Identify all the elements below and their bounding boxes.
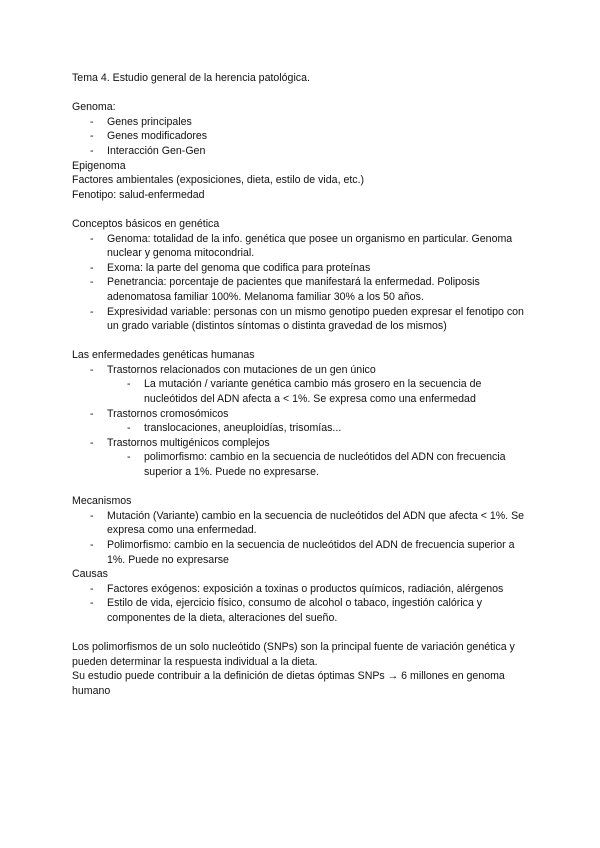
list-item-text: Mutación (Variante) cambio en la secuencia de nucleótidos del ADN que afecta < 1%. Se expresa como una enfermedad. <box>107 509 525 537</box>
fenotipo-line: Fenotipo: salud-enfermedad <box>72 188 205 201</box>
list-item-text: Genoma: totalidad de la info. genética que posee un organismo en particular. Genoma nuclear y genoma mitocondrial. <box>107 232 513 260</box>
dash-bullet: - <box>90 232 94 245</box>
factores-line: Factores ambientales (exposiciones, dieta, estilo de vida, etc.) <box>72 174 365 187</box>
list-item <box>72 261 532 276</box>
list-item-text: Expresividad variable: personas con un mismo genotipo pueden expresar el fenotipo con un grado variable (distintos síntomas o distinta gravedad de los mismos) <box>107 305 524 333</box>
list-item-text: Exoma: la parte del genoma que codifica para proteínas <box>107 261 371 274</box>
list-item <box>72 596 532 625</box>
list-item-text: Interacción Gen-Gen <box>107 144 206 157</box>
list-item <box>72 509 532 538</box>
list-item <box>72 582 532 597</box>
dash-bullet: - <box>90 305 94 318</box>
dash-bullet: - <box>90 363 94 376</box>
epigenoma-line: Epigenoma <box>72 159 126 172</box>
list-item-text: Trastornos cromosómicos <box>107 407 229 420</box>
sub-list-item-text: translocaciones, aneuploidías, trisomías... <box>144 422 342 435</box>
dash-bullet: - <box>90 582 94 595</box>
list-item <box>72 129 532 144</box>
list-item <box>72 407 532 422</box>
dash-bullet: - <box>90 276 94 289</box>
closing-paragraph-1: Los polimorfismos de un solo nucleótido (SNPs) son la principal fuente de variación genética y pueden determinar la respuesta individual a la dieta. <box>72 641 515 668</box>
list-item <box>72 144 532 159</box>
closing-paragraph-2: Su estudio puede contribuir a la definición de dietas óptimas SNPs → 6 millones en genoma humano <box>72 670 505 697</box>
causas-heading: Causas <box>72 568 108 581</box>
document-page <box>72 71 532 699</box>
list-item <box>72 232 532 261</box>
list-item-text: Penetrancia: porcentaje de pacientes que manifestará la enfermedad. Poliposis adenomatosa familiar 100%. Melanoma familiar 30% a los 50 años. <box>107 276 480 303</box>
list-item-text: Estilo de vida, ejercicio físico, consumo de alcohol o tabaco, ingestión calórica y componentes de la dieta, alteraciones del sueño. <box>107 597 483 624</box>
sub-list-item <box>72 421 532 436</box>
list-item-text: Factores exógenos: exposición a toxinas o productos químicos, radiación, alérgenos <box>107 582 504 595</box>
list-item <box>72 436 532 451</box>
dash-bullet: - <box>90 261 94 274</box>
dash-bullet: - <box>90 539 94 551</box>
dash-bullet: - <box>90 130 94 143</box>
dash-bullet: - <box>127 378 131 391</box>
list-item <box>72 115 532 130</box>
conceptos-heading: Conceptos básicos en genética <box>72 217 220 230</box>
list-item-text: Polimorfismo: cambio en la secuencia de nucleótidos del ADN de frecuencia superior a 1%. Puede no expresarse <box>107 539 515 566</box>
dash-bullet: - <box>90 436 94 449</box>
dash-bullet: - <box>127 451 131 464</box>
dash-bullet: - <box>90 144 94 157</box>
dash-bullet: - <box>90 597 94 610</box>
dash-bullet: - <box>127 422 131 435</box>
dash-bullet: - <box>90 407 94 420</box>
sub-list-item <box>72 377 532 406</box>
document-title: Tema 4. Estudio general de la herencia patológica. <box>72 72 310 84</box>
list-item-text: Genes principales <box>107 115 192 128</box>
sub-list-item-text: polimorfismo: cambio en la secuencia de nucleótidos del ADN con frecuencia superior a 1%. Puede no expresarse. <box>144 451 506 479</box>
dash-bullet: - <box>90 115 94 128</box>
list-item <box>72 305 532 334</box>
genoma-heading: Genoma: <box>72 101 116 114</box>
enfermedades-heading: Las enfermedades genéticas humanas <box>72 349 255 362</box>
list-item <box>72 363 532 378</box>
list-item <box>72 538 532 567</box>
list-item <box>72 275 532 304</box>
list-item-text: Trastornos multigénicos complejos <box>107 436 270 449</box>
mecanismos-heading: Mecanismos <box>72 495 132 508</box>
list-item-text: Trastornos relacionados con mutaciones de un gen único <box>107 363 376 376</box>
list-item-text: Genes modificadores <box>107 130 208 143</box>
sub-list-item <box>72 450 532 479</box>
dash-bullet: - <box>90 509 94 522</box>
sub-list-item-text: La mutación / variante genética cambio más grosero en la secuencia de nucleótidos del ADN afecta a < 1%. Se expresa como una enfermedad <box>144 378 482 406</box>
